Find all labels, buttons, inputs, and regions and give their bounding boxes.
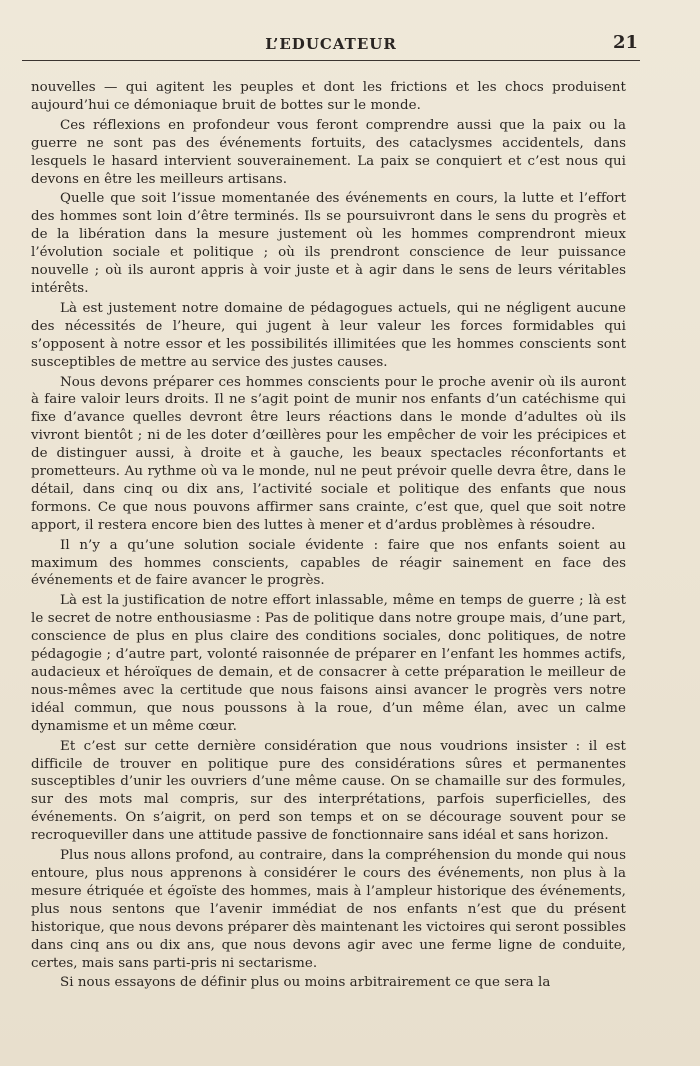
paragraph-4: Là est justement notre domaine de pédagogues actuels, qui ne négligent aucune des nécessités de l’heure, qui jugent à leur valeur les forces formidables qui s’opposent à notre essor et les possibilités illimitées que les hommes conscients sont susceptibles de mettre au service des justes causes.	[31, 300, 626, 370]
paragraph-6: Il n’y a qu’une solution sociale évidente : faire que nos enfants soient au maximum des hommes conscients, capables de réagir sainement en face des événements et de faire avancer le progrès.	[31, 537, 626, 589]
article-body	[31, 79, 626, 994]
paragraph-9: Plus nous allons profond, au contraire, dans la compréhension du monde qui nous entoure, plus nous apprenons à considérer le cours des événements, non plus à la mesure étriquée et égoïste des hommes, mais à l’ampleur historique des événements, plus nous sentons que l’avenir immédiat de nos enfants n’est que du présent historique, que nous devons préparer dès maintenant les victoires qui seront possibles dans cinq ans ou dix ans, que nous devons agir avec une ferme ligne de conduite, certes, mais sans parti-pris ni sectarisme.	[31, 848, 626, 971]
paragraph-2: Ces réflexions en profondeur vous feront comprendre aussi que la paix ou la guerre ne sont pas des événements fortuits, des cataclysmes accidentels, dans lesquels le hasard intervient souverainement. La paix se conquiert et c’est nous qui devons en être les meilleurs artisans.	[31, 117, 626, 187]
paragraph-1: nouvelles — qui agitent les peuples et dont les frictions et les chocs produisent aujourd’hui ce démoniaque bruit de bottes sur le monde.	[31, 80, 626, 113]
paragraph-3: Quelle que soit l’issue momentanée des événements en cours, la lutte et l’effort des hommes sont loin d’être terminés. Ils se poursuivront dans le sens du progrès et de la libération dans la mesure justement où les hommes comprendront mieux l’évolution sociale et politique ; où ils prendront conscience de leur puissance nouvelle ; où ils auront appris à voir juste et à agir dans le sens de leurs véritables intérêts.	[31, 191, 626, 296]
page-number: 21	[612, 32, 638, 53]
page-header	[22, 34, 640, 61]
journal-title: L’EDUCATEUR	[265, 35, 397, 53]
paragraph-5: Nous devons préparer ces hommes conscients pour le proche avenir où ils auront à faire valoir leurs droits. Il ne s’agit point de munir nos enfants d’un catéchisme qui fixe d’avance quelles devront être leurs réactions dans le monde d’adultes où ils vivront bientôt ; ni de les doter d’œillères pour les empêcher de voir les précipices et de distinguer aussi, à droite et à gauche, les beaux spectacles réconfortants et prometteurs. Au rythme où va le monde, nul ne peut prévoir quelle devra être, dans le détail, dans cinq ou dix ans, l’activité sociale et politique des enfants que nous formons. Ce que nous pouvons affirmer sans crainte, c’est que, quel que soit notre apport, il restera encore bien des luttes à mener et d’ardus problèmes à résoudre.	[31, 374, 626, 533]
paragraph-10: Si nous essayons de définir plus ou moins arbitrairement ce que sera la	[60, 975, 551, 991]
paragraph-8: Et c’est sur cette dernière considération que nous voudrions insister : il est difficile de trouver en politique pure des considérations sûres et permanentes susceptibles d’unir les ouvriers d’une même cause. On se chamaille sur des formules, sur des mots mal compris, sur des interprétations, parfois superficielles, des événements. On s’aigrit, on perd son temps et on se décourage souvent pour se recroqueviller dans une attitude passive de fonctionnaire sans idéal et sans horizon.	[31, 738, 626, 844]
paragraph-7: Là est la justification de notre effort inlassable, même en temps de guerre ; là est le secret de notre enthousiasme : Pas de politique dans notre groupe mais, d’une part, conscience de plus en plus claire des conditions sociales, donc politiques, de notre pédagogie ; d’autre part, volonté raisonnée de préparer en l’enfant les hommes actifs, audacieux et héroïques de demain, et de consacrer à cette préparation le meilleur de nous-mêmes avec la certitude que nous faisons ainsi avancer le progrès vers notre idéal commun, que nous poussons à la roue, d’un même élan, avec un calme dynamisme et un même cœur.	[31, 593, 626, 734]
